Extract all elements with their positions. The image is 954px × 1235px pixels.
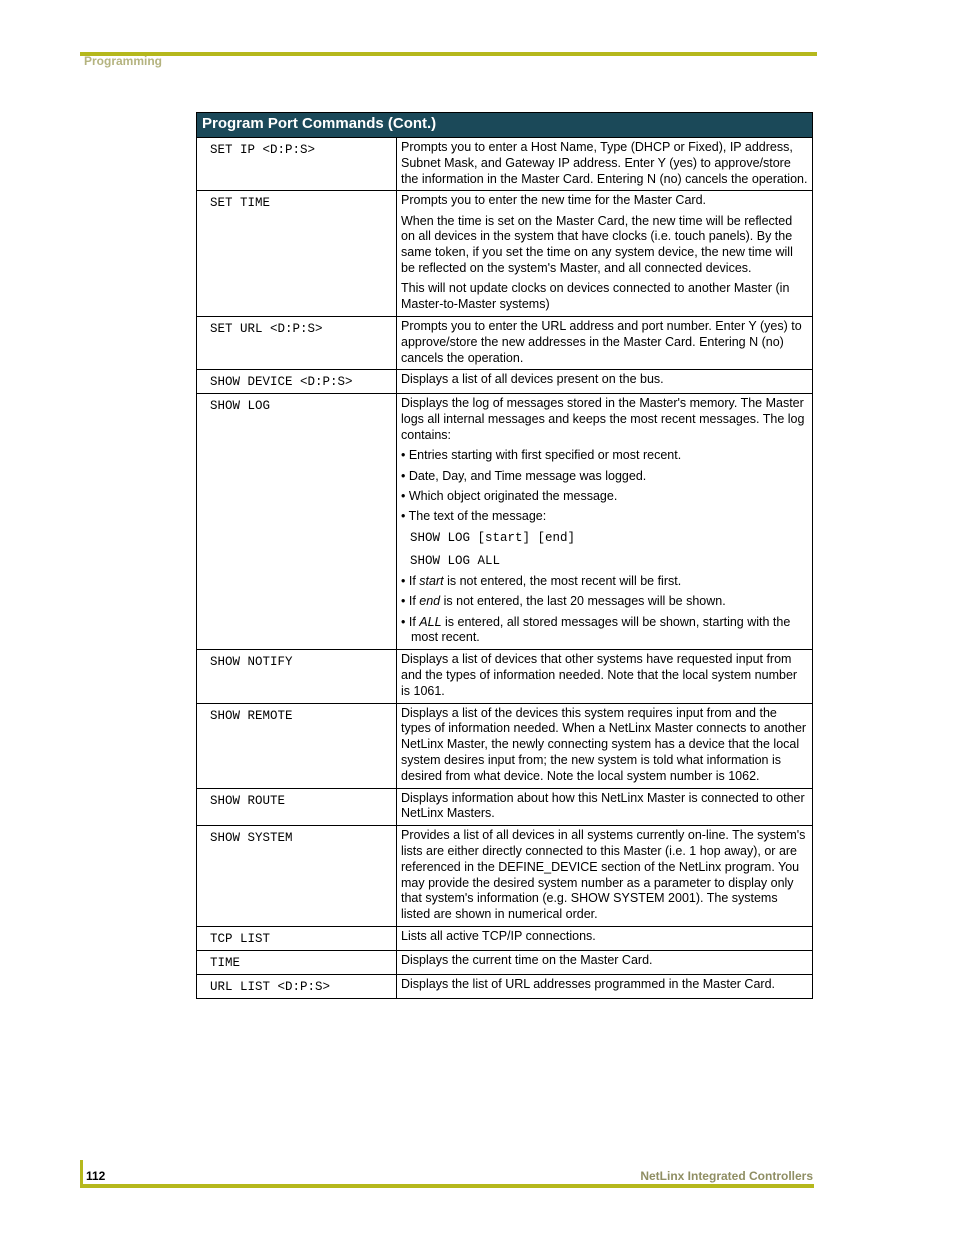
bullet-item [401, 615, 808, 647]
bullet-prefix: • If [401, 594, 420, 609]
description-text: Displays a list of devices that other systems have requested input from and the types of information needed. Note that the local system number is 1061. [401, 652, 798, 698]
table-header-row [197, 113, 813, 138]
command-cell: SET URL <D:P:S> [197, 316, 397, 369]
bullet-suffix: is not entered, the last 20 messages will be shown. [440, 594, 726, 609]
description-text: Displays information about how this NetLinx Master is connected to other NetLinx Masters. [401, 790, 805, 821]
description-text: Displays the log of messages stored in the Master's memory. The Master logs all internal messages and keeps the most recent messages. The log contains: [401, 396, 805, 442]
command-cell: SHOW ROUTE [197, 788, 397, 826]
bullet-item [401, 594, 808, 610]
command-cell: SHOW REMOTE [197, 703, 397, 788]
description-text: Displays the current time on the Master Card. [401, 952, 653, 967]
bullet-prefix: • If [401, 574, 420, 589]
command-cell: SHOW LOG [197, 394, 397, 650]
description-cell [397, 138, 813, 191]
term: end [419, 594, 441, 609]
description-text: Prompts you to enter the URL address and port number. Enter Y (yes) to approve/store the new addresses in the Master Card. Entering N (no) cancels the operation. [401, 318, 802, 365]
bullet-item: • The text of the message: [401, 509, 547, 524]
bullet-item [401, 574, 808, 590]
description-cell [397, 316, 813, 369]
command-cell: TCP LIST [197, 926, 397, 950]
description-cell [397, 191, 813, 317]
bullet-item: • Date, Day, and Time message was logged. [401, 468, 647, 483]
command-cell: SHOW NOTIFY [197, 650, 397, 703]
description-cell [397, 650, 813, 703]
table-title: Program Port Commands (Cont.) [197, 113, 813, 138]
description-cell [397, 788, 813, 826]
table-row [197, 926, 813, 950]
command-cell: SET IP <D:P:S> [197, 138, 397, 191]
description-text: Displays a list of the devices this system requires input from and the types of information needed. When a NetLinx Master connects to another NetLinx Master, the newly connecting system has a device that the local system desires input from; the new system is told what information is desired from what device. Note the local system number is 1062. [401, 705, 807, 783]
description-cell [397, 826, 813, 927]
table-row [197, 191, 813, 317]
description-cell [397, 926, 813, 950]
section-label: Programming [84, 54, 163, 68]
table-row [197, 826, 813, 927]
command-cell: TIME [197, 950, 397, 974]
description-cell [397, 974, 813, 998]
term: ALL [419, 614, 442, 629]
code-example: SHOW LOG ALL [410, 553, 501, 568]
bullet-prefix: • If [401, 614, 420, 629]
description-text: Displays the list of URL addresses programmed in the Master Card. [401, 976, 775, 991]
command-cell: SHOW SYSTEM [197, 826, 397, 927]
description-text: Provides a list of all devices in all systems currently on-line. The system's lists are either directly connected to this Master (i.e. 1 hop away), or are referenced in the DEFINE_DEVICE section of the NetLinx program. You may provide the desired system number as a parameter to display only that system's information (e.g. SHOW SYSTEM 2001). The systems listed are shown in numerical order. [401, 828, 806, 922]
table-row [197, 316, 813, 369]
description-cell [397, 703, 813, 788]
command-cell: SET TIME [197, 191, 397, 317]
program-port-commands-table [196, 112, 813, 999]
description-cell [397, 394, 813, 650]
footer-title: NetLinx Integrated Controllers [640, 1169, 813, 1183]
bullet-item: • Which object originated the message. [401, 488, 618, 503]
table-row [197, 138, 813, 191]
command-cell: URL LIST <D:P:S> [197, 974, 397, 998]
description-cell [397, 950, 813, 974]
code-example: SHOW LOG [start] [end] [410, 531, 576, 546]
description-text: This will not update clocks on devices connected to another Master (in Master-to-Master systems) [401, 281, 790, 312]
table-row [197, 394, 813, 650]
description-text: Lists all active TCP/IP connections. [401, 928, 596, 943]
bullet-item: • Entries starting with first specified or most recent. [401, 448, 682, 463]
table-row [197, 974, 813, 998]
bullet-suffix: is not entered, the most recent will be first. [443, 574, 682, 589]
table-row [197, 788, 813, 826]
table-row [197, 950, 813, 974]
description-cell [397, 370, 813, 394]
table-row [197, 650, 813, 703]
description-text: When the time is set on the Master Card, the new time will be reflected on all devices in the system that have clocks (i.e. touch panels). By the same token, if you set the time on any system device, the new time will be reflected on the system's Master, and all connected devices. [401, 213, 793, 276]
description-text: Prompts you to enter a Host Name, Type (DHCP or Fixed), IP address, Subnet Mask, and Gateway IP address. Enter Y (yes) to approve/store the information in the Master Card. Entering N (no) cancels the operation. [401, 140, 808, 186]
description-text: Prompts you to enter the new time for the Master Card. [401, 193, 706, 208]
table-row [197, 370, 813, 394]
table-row [197, 703, 813, 788]
bullet-suffix: is entered, all stored messages will be shown, starting with the most recent. [411, 614, 791, 645]
page-number: 112 [86, 1169, 106, 1183]
header-rule [80, 52, 817, 56]
term: start [419, 574, 444, 589]
description-text: Displays a list of all devices present on the bus. [401, 372, 664, 387]
footer-rule [80, 1184, 814, 1188]
command-cell: SHOW DEVICE <D:P:S> [197, 370, 397, 394]
